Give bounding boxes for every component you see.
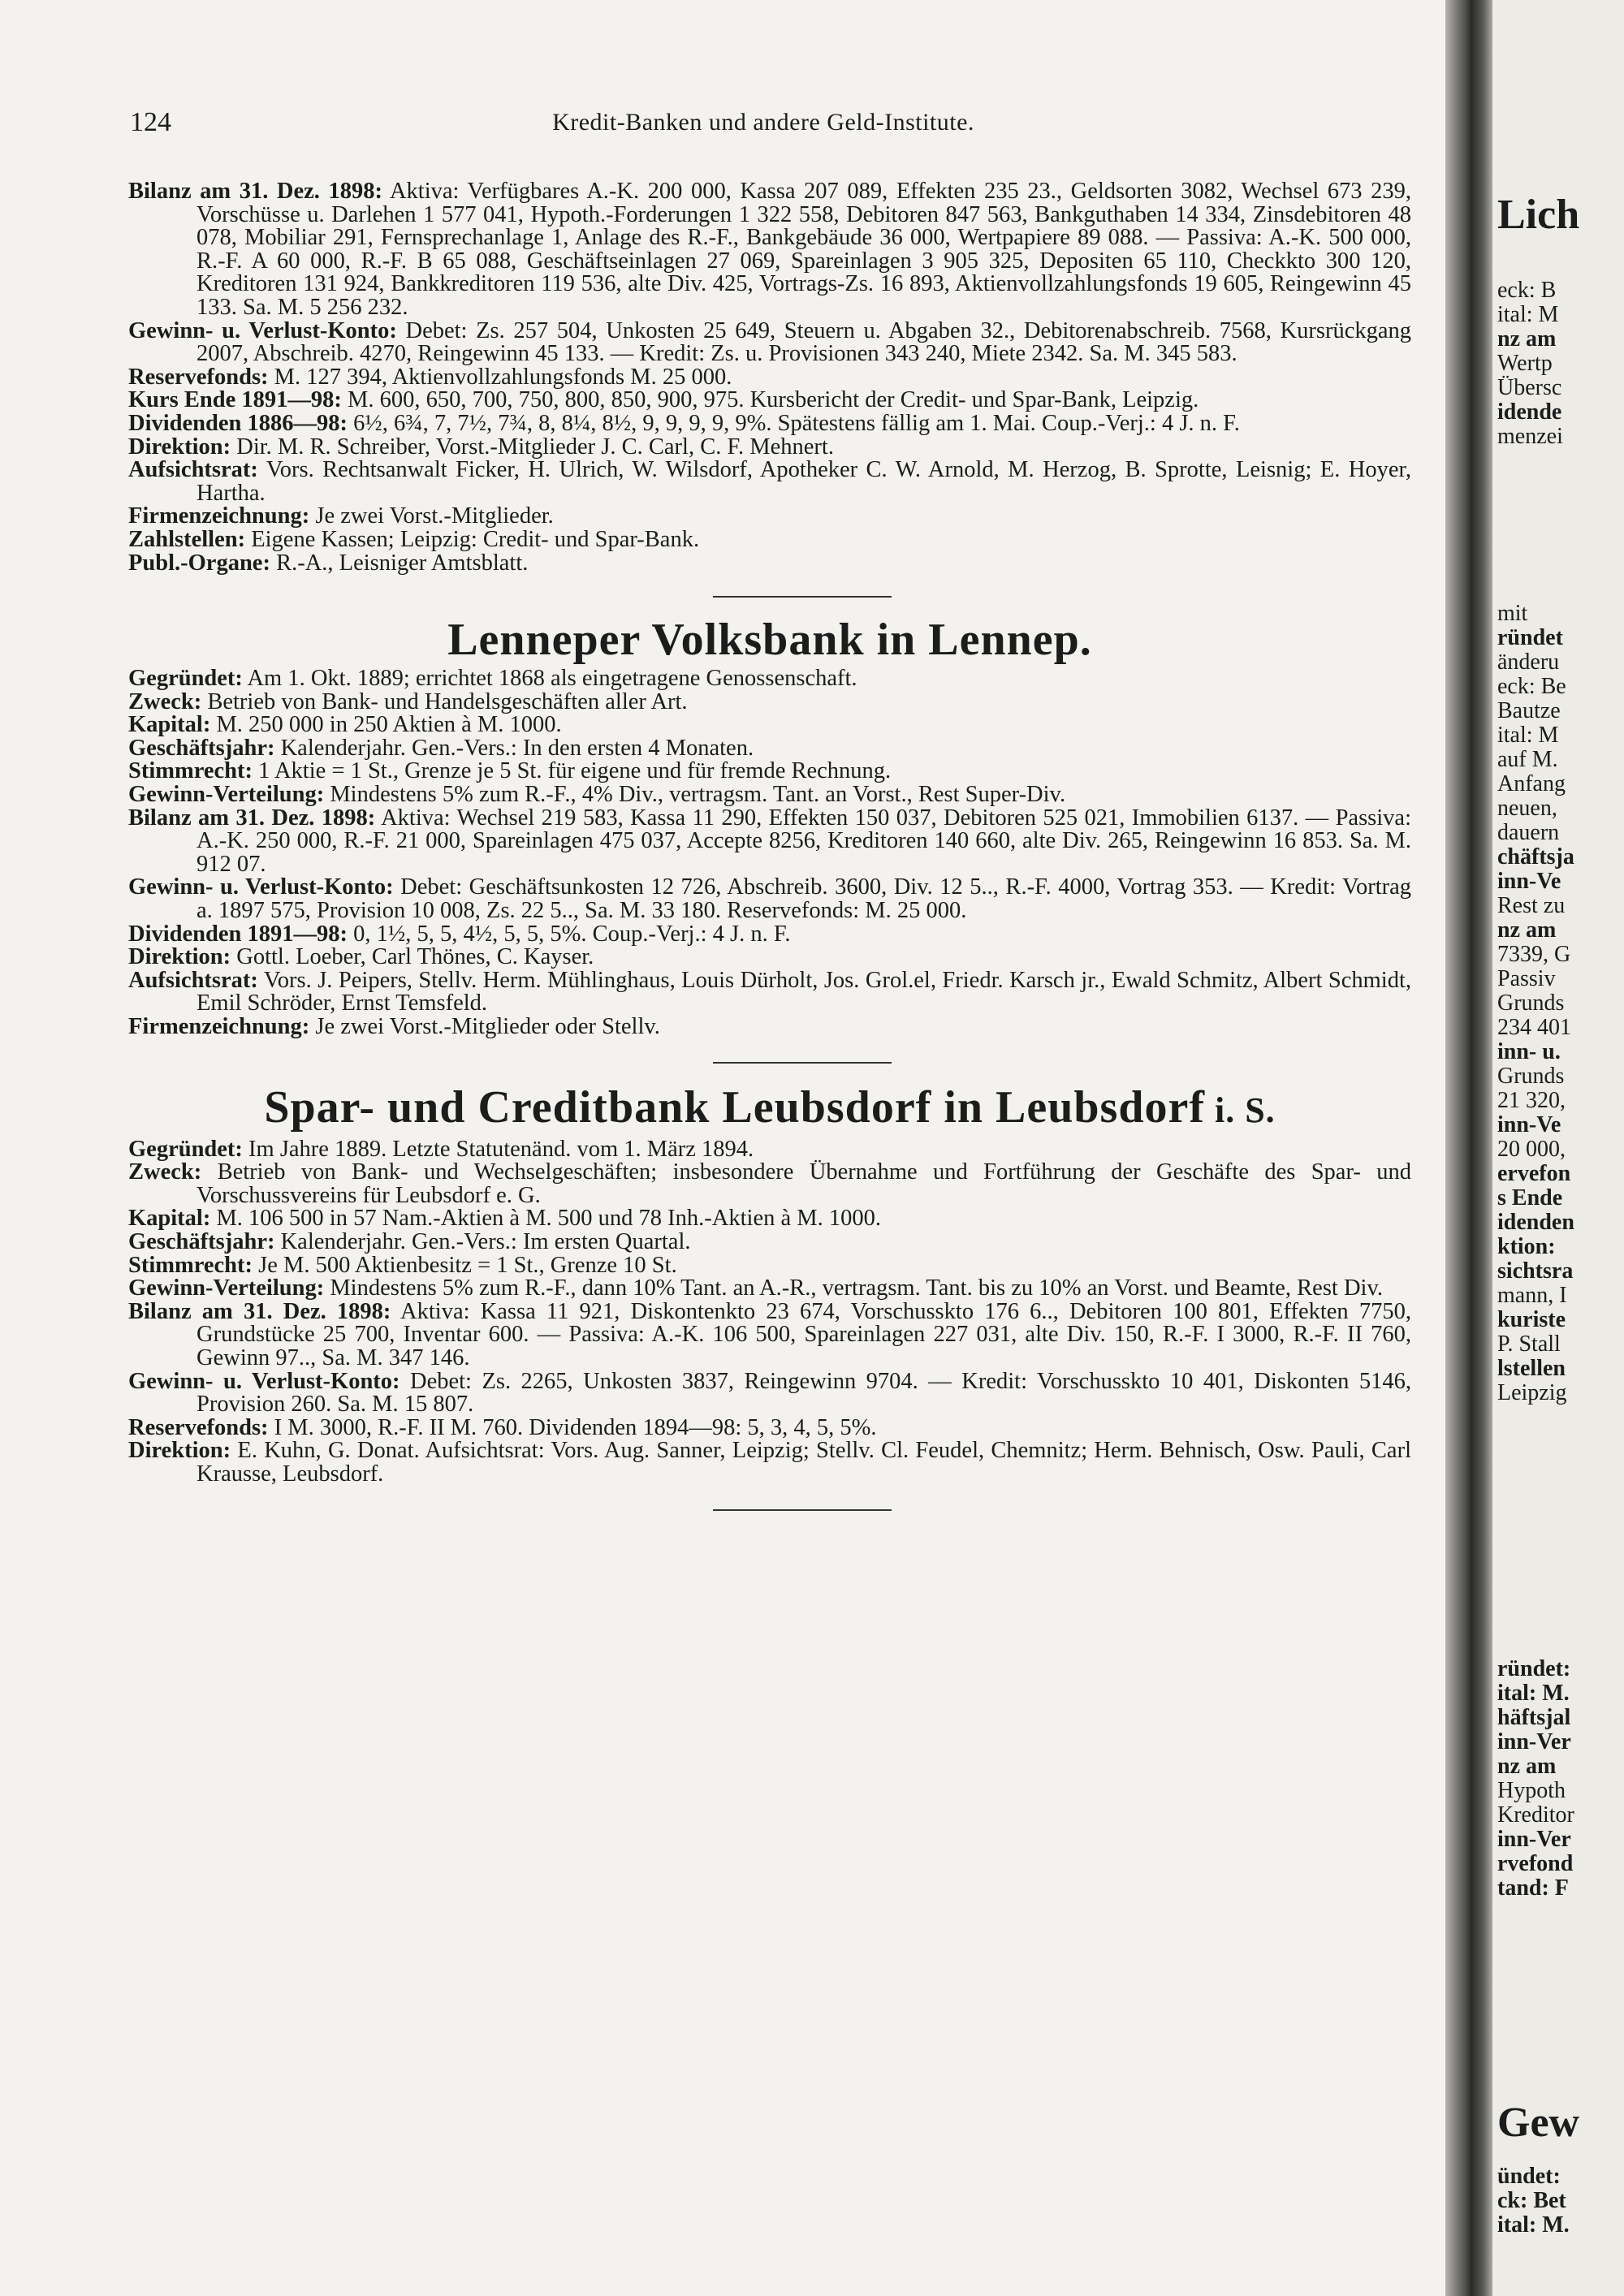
entry	[128, 1414, 1411, 1440]
section-title-main: Spar- und Creditbank Leubsdorf in Leubsdorf	[264, 1081, 1205, 1133]
right-page-line: Kreditor	[1497, 1802, 1574, 1828]
entry-label: Direktion:	[128, 1438, 231, 1464]
right-page-line: nz am	[1497, 326, 1557, 352]
entry-label: Aufsichtsrat:	[128, 967, 258, 993]
right-page-line: P. Stall	[1497, 1331, 1561, 1357]
right-page-line: Hypoth	[1497, 1778, 1566, 1803]
right-page-line: 21 320,	[1497, 1088, 1566, 1113]
right-page-line: auf M.	[1497, 747, 1558, 772]
entry-text: Kalenderjahr. Gen.-Vers.: Im ersten Quartal.	[274, 1228, 691, 1254]
entry	[128, 1016, 1411, 1039]
right-page-line: häftsjal	[1497, 1705, 1571, 1730]
right-page-line: nz am	[1497, 1754, 1557, 1779]
entry-text: Betrieb von Bank- und Handelsgeschäften aller Art.	[201, 688, 688, 714]
entry-text: Vors. J. Peipers, Stellv. Herm. Mühlinghaus, Louis Dürholt, Jos. Grol.el, Friedr. Karsch jr., Ewald Schmitz, Albert Schmidt, Emil Schröder, Ernst Temsfeld.	[197, 967, 1411, 1016]
entry-text: Debet: Zs. 257 504, Unkosten 25 649, Steuern u. Abgaben 32., Debitorenabschreib. 7568, Kursrückgang 2007, Abschreib. 4270, Reingewinn 45 133. — Kredit: Zs. u. Provisionen 343 240, Miete 2342. Sa. M. 345 583.	[197, 317, 1412, 367]
right-page-line: chäftsja	[1497, 844, 1574, 870]
right-page-line: dauern	[1497, 820, 1560, 845]
entry	[128, 783, 1411, 807]
right-page-line: Rest zu	[1497, 893, 1566, 918]
entry	[128, 412, 1411, 436]
entry	[128, 505, 1411, 529]
entry	[128, 526, 1411, 552]
entry-label: Kapital:	[128, 712, 211, 738]
right-page-line: inn-Ver	[1497, 1729, 1571, 1754]
entry-text: Aktiva: Kassa 11 921, Diskontenkto 23 674, Vorschusskto 176 6.., Debitoren 100 801, Effekten 7750, Grundstücke 25 700, Inventar 600. — Passiva: A.-K. 106 500, Spareinlagen 227 031, alte Div. 150, R.-F. I 3000, R.-F. II 760, Gewinn 97.., Sa. M. 347 146.	[197, 1298, 1411, 1370]
entry-label: Kapital:	[128, 1206, 211, 1232]
entry-label: Kurs Ende 1891—98:	[128, 387, 342, 413]
entry-text: Aktiva: Verfügbares A.-K. 200 000, Kassa 207 089, Effekten 235 23., Geldsorten 3082, Wechsel 673 239, Vorschüsse u. Darlehen 1 577 041, Hypoth.-Forderungen 1 322 558, Debitoren 847 563, Bankguthaben 14 334, Zinsdebitoren 48 078, Mobiliar 291, Fernsprechanlage 1, Anlage des R.-F., Bankgebäude 36 000, Wertpapiere 89 088. — Passiva: A.-K. 500 000, R.-F. A 60 000, R.-F. B 65 088, Geschäftseinlagen 27 069, Spareinlagen 3 905 325, Depositen 65 110, Checkkto 300 120, Kreditoren 131 924, Bankkreditoren 119 536, alte Div. 425, Vortrags-Zs. 16 893, Aktienvollzahlungsfonds 19 605, Reingewinn 45 133. Sa. M. 5 256 232.	[197, 179, 1411, 320]
entry-text: M. 127 394, Aktienvollzahlungsfonds M. 25 000.	[268, 364, 732, 390]
right-page-line: ründet:	[1497, 1656, 1571, 1681]
entry-label: Reservefonds:	[128, 364, 269, 390]
entry	[128, 760, 1411, 783]
entry	[128, 876, 1411, 922]
right-page-line: Gew	[1497, 2100, 1580, 2146]
entry-text: Mindestens 5% zum R.-F., dann 10% Tant. an A.-R., vertragsm. Tant. bis zu 10% an Vorst. und Beamte, Rest Div.	[324, 1275, 1383, 1301]
entry	[128, 807, 1411, 877]
section-divider	[713, 596, 892, 598]
right-page-line: ck: Bet	[1497, 2188, 1566, 2213]
page-content	[128, 180, 1411, 1511]
entry-text: Dir. M. R. Schreiber, Vorst.-Mitglieder J. C. Carl, C. F. Mehnert.	[231, 434, 834, 460]
right-page-line: tand: F	[1497, 1875, 1569, 1901]
entry-text: Kalenderjahr. Gen.-Vers.: In den ersten 4 Monaten.	[274, 735, 754, 761]
right-page-line: menzei	[1497, 424, 1563, 449]
entry-label: Direktion:	[128, 434, 231, 460]
right-page-line: ital: M	[1497, 302, 1559, 327]
right-page-line: lstellen	[1497, 1356, 1566, 1381]
right-page-line: idenden	[1497, 1210, 1574, 1235]
entry-text: Vors. Rechtsanwalt Ficker, H. Ulrich, W. Wilsdorf, Apotheker C. W. Arnold, M. Herzog, B. Sprotte, Leisnig; E. Hoyer, Hartha.	[197, 457, 1411, 506]
entry	[128, 180, 1411, 320]
entry-label: Gewinn-Verteilung:	[128, 782, 325, 808]
right-page-line: änderu	[1497, 650, 1560, 675]
right-page-line: mann, I	[1497, 1283, 1567, 1308]
right-page-line: inn-Ve	[1497, 869, 1561, 894]
entry-label: Zweck:	[128, 688, 202, 714]
entry-label: Stimmrecht:	[128, 758, 253, 784]
entry-label: Aufsichtsrat:	[128, 457, 258, 483]
entry	[128, 459, 1411, 505]
entry-text: 0, 1½, 5, 5, 4½, 5, 5, 5%. Coup.-Verj.: 4 J. n. F.	[348, 921, 791, 947]
entry-label: Gegründet:	[128, 666, 243, 692]
entry	[128, 946, 1411, 969]
right-page-line: neuen,	[1497, 796, 1557, 821]
entry	[128, 366, 1411, 390]
entry-text: Betrieb von Bank- und Wechselgeschäften; insbesondere Übernahme und Fortführung der Geschäfte des Spar- und Vorschussvereins für Leubsdorf e. G.	[197, 1159, 1411, 1208]
entry	[128, 436, 1411, 460]
entry-label: Gewinn- u. Verlust-Konto:	[128, 1368, 400, 1394]
entry-text: Mindestens 5% zum R.-F., 4% Div., vertragsm. Tant. an Vorst., Rest Super-Div.	[324, 782, 1066, 808]
entry-text: Je M. 500 Aktienbesitz = 1 St., Grenze 10 St.	[253, 1252, 677, 1278]
entry-label: Gegründet:	[128, 1136, 243, 1162]
right-page-line: ital: M.	[1497, 1681, 1570, 1706]
entry-text: Je zwei Vorst.-Mitglieder oder Stellv.	[309, 1014, 660, 1039]
right-page-line: Übersc	[1497, 375, 1562, 400]
entry	[128, 1138, 1411, 1162]
entry	[128, 1207, 1411, 1231]
entry-text: M. 600, 650, 700, 750, 800, 850, 900, 975. Kursbericht der Credit- und Spar-Bank, Leipzig.	[341, 387, 1199, 413]
right-page-line: 7339, G	[1497, 942, 1571, 967]
section-title-suffix: i. S.	[1204, 1090, 1276, 1130]
right-page-line: Bautze	[1497, 698, 1561, 723]
entry-text: I M. 3000, R.-F. II M. 760. Dividenden 1894—98: 5, 3, 4, 5, 5%.	[268, 1414, 877, 1440]
entry-label: Gewinn- u. Verlust-Konto:	[128, 317, 397, 343]
right-page-line: 20 000,	[1497, 1137, 1566, 1162]
entry-label: Reservefonds:	[128, 1414, 269, 1440]
entry-label: Gewinn- u. Verlust-Konto:	[128, 874, 394, 900]
right-page-line: s Ende	[1497, 1185, 1563, 1211]
entry	[128, 923, 1411, 947]
entry-label: Zahlstellen:	[128, 526, 246, 552]
right-page-line: sichtsra	[1497, 1258, 1574, 1284]
entry	[128, 1254, 1411, 1278]
section-title-leubsdorf	[128, 1081, 1411, 1137]
entry-text: R.-A., Leisniger Amtsblatt.	[270, 550, 529, 576]
entry-label: Stimmrecht:	[128, 1252, 253, 1278]
entry	[128, 969, 1411, 1016]
right-page-line: Wertp	[1497, 351, 1553, 376]
entry	[128, 1277, 1411, 1301]
entry-label: Publ.-Organe:	[128, 550, 270, 576]
entry	[128, 1161, 1411, 1207]
right-page-line: ital: M.	[1497, 2212, 1570, 2238]
entry-text: Am 1. Okt. 1889; errichtet 1868 als eingetragene Genossenschaft.	[242, 666, 857, 692]
book-gutter	[1445, 0, 1492, 2296]
right-page-line: nz am	[1497, 917, 1557, 943]
entry-label: Geschäftsjahr:	[128, 735, 275, 761]
entry	[128, 714, 1411, 737]
entry-text: Im Jahre 1889. Letzte Statutenänd. vom 1. März 1894.	[242, 1136, 754, 1162]
right-page-line: rvefond	[1497, 1851, 1574, 1876]
section2-entries	[128, 1138, 1411, 1487]
entry-text: Eigene Kassen; Leipzig: Credit- und Spar-Bank.	[245, 526, 700, 552]
entry	[128, 1228, 1411, 1254]
entry	[128, 317, 1412, 367]
entry-text: Debet: Geschäftsunkosten 12 726, Abschreib. 3600, Div. 12 5.., R.-F. 4000, Vortrag 353. — Kredit: Vortrag a. 1897 575, Provision 10 008, Zs. 22 5.., Sa. M. 33 180. Reservefonds: M. 25 000.	[197, 874, 1411, 924]
entry-text: M. 250 000 in 250 Aktien à M. 1000.	[210, 712, 562, 738]
entry-label: Firmenzeichnung:	[128, 1014, 310, 1039]
entry	[128, 667, 1411, 691]
right-page-line: Lich	[1497, 192, 1580, 238]
right-page-line: 234 401	[1497, 1015, 1571, 1040]
right-page-line: kuriste	[1497, 1307, 1566, 1332]
entry-text: Debet: Zs. 2265, Unkosten 3837, Reingewinn 9704. — Kredit: Vorschusskto 10 401, Diskonten 5146, Provision 260. Sa. M. 15 807.	[197, 1368, 1411, 1418]
entry-label: Dividenden 1891—98:	[128, 921, 348, 947]
running-title: Kredit-Banken und andere Geld-Institute.	[552, 109, 974, 136]
right-page-line: Leipzig	[1497, 1380, 1567, 1405]
right-page-line: eck: Be	[1497, 674, 1566, 699]
entry	[128, 552, 1411, 576]
right-page-line: ital: M	[1497, 723, 1559, 748]
right-page-line: ervefon	[1497, 1161, 1571, 1186]
entry-text: Je zwei Vorst.-Mitglieder.	[309, 503, 554, 529]
entry-label: Bilanz am 31. Dez. 1898:	[128, 1298, 391, 1324]
right-page-line: ktion:	[1497, 1234, 1556, 1259]
right-page-line: eck: B	[1497, 278, 1557, 303]
right-page-line: inn- u.	[1497, 1039, 1561, 1064]
right-page-line: Passiv	[1497, 966, 1556, 991]
right-page-line: idende	[1497, 399, 1562, 425]
right-page-line: inn-Ve	[1497, 1112, 1561, 1137]
page-header	[130, 107, 1397, 143]
entry-text: M. 106 500 in 57 Nam.-Aktien à M. 500 und 78 Inh.-Aktien à M. 1000.	[210, 1206, 881, 1232]
entry-text: Gottl. Loeber, Carl Thönes, C. Kayser.	[231, 944, 594, 970]
section1-entries	[128, 667, 1411, 1039]
entry-text: 1 Aktie = 1 St., Grenze je 5 St. für eigene und für fremde Rechnung.	[253, 758, 892, 784]
top-entries	[128, 180, 1411, 575]
entry-label: Zweck:	[128, 1159, 202, 1185]
entry-label: Bilanz am 31. Dez. 1898:	[128, 805, 376, 831]
entry	[128, 1298, 1411, 1370]
entry-label: Gewinn-Verteilung:	[128, 1275, 325, 1301]
entry-label: Bilanz am 31. Dez. 1898:	[128, 179, 382, 204]
section-divider	[713, 1509, 892, 1511]
entry	[128, 1370, 1411, 1417]
entry-text: Aktiva: Wechsel 219 583, Kassa 11 290, Effekten 150 037, Debitoren 525 021, Immobilien 6137. — Passiva: A.-K. 250 000, R.-F. 21 000, Spareinlagen 475 037, Accepte 8256, Kreditoren 140 660, alte Div. 265, Reingewinn 16 853. Sa. M. 912 07.	[197, 805, 1411, 877]
entry-text: E. Kuhn, G. Donat. Aufsichtsrat: Vors. Aug. Sanner, Leipzig; Stellv. Cl. Feudel, Chemnitz; Herm. Behnisch, Osw. Pauli, Carl Krausse, Leubsdorf.	[197, 1438, 1411, 1487]
entry-text: 6½, 6¾, 7, 7½, 7¾, 8, 8¼, 8½, 9, 9, 9, 9, 9%. Spätestens fällig am 1. Mai. Coup.-Verj.: 4 J. n. F.	[348, 410, 1240, 436]
right-page-line: Grunds	[1497, 1064, 1565, 1089]
entry-label: Geschäftsjahr:	[128, 1228, 275, 1254]
right-page-line: Anfang	[1497, 771, 1566, 796]
entry	[128, 688, 1411, 714]
entry-label: Firmenzeichnung:	[128, 503, 310, 529]
entry-label: Direktion:	[128, 944, 231, 970]
right-page-line: inn-Ver	[1497, 1827, 1571, 1852]
entry	[128, 389, 1411, 412]
right-page-line: ründet	[1497, 625, 1563, 650]
right-page-fragment	[1492, 0, 1624, 2296]
right-page-line: Grunds	[1497, 990, 1565, 1016]
right-page-line: ündet:	[1497, 2164, 1561, 2189]
section-title-lenneper: Lenneper Volksbank in Lennep.	[447, 615, 1092, 666]
section-divider	[713, 1062, 892, 1064]
right-page-line: mit	[1497, 601, 1528, 626]
page-number: 124	[130, 107, 171, 137]
entry	[128, 737, 1411, 761]
entry-label: Dividenden 1886—98:	[128, 410, 348, 436]
entry	[128, 1439, 1411, 1486]
